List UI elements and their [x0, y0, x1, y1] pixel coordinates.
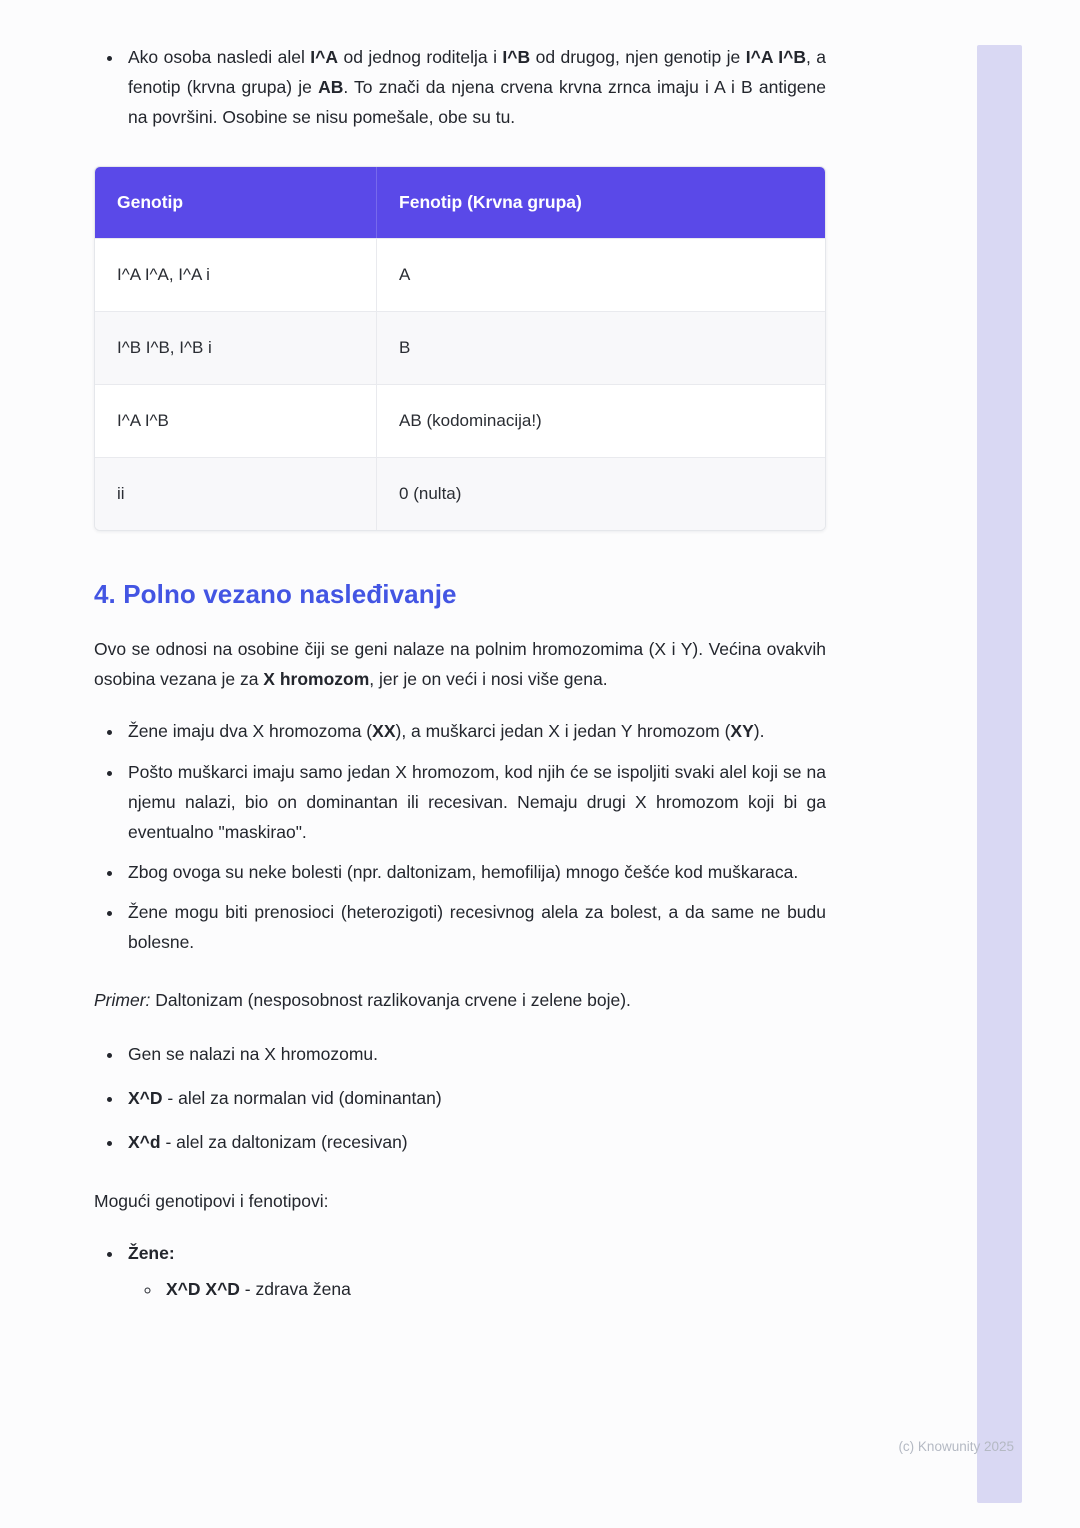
list-item-text: Pošto muškarci imaju samo jedan X hromozom, kod njih će se ispoljiti svaki alel koji se na njemu nalazi, bio on dominantan ili recesivan. Nemaju drugi X hromozom koji bi ga eventualno "maskirao". — [128, 761, 826, 842]
table-cell-fenotip: 0 (nulta) — [376, 458, 825, 530]
list-item — [124, 857, 826, 887]
list-item — [124, 1083, 826, 1113]
document-content — [94, 42, 826, 1304]
sub-list-item — [162, 1274, 826, 1304]
table-cell-fenotip: A — [376, 239, 825, 311]
sex-linked-bullet-list — [94, 716, 826, 957]
intro-bullet-list — [94, 42, 826, 132]
list-item-text: Žene mogu biti prenosioci (heterozigoti) recesivnog alela za bolest, a da same ne budu bolesne. — [128, 901, 826, 953]
list-item-text: X^D X^D - zdrava žena — [166, 1278, 351, 1299]
genotypes-intro-paragraph: Mogući genotipovi i fenotipovi: — [94, 1190, 329, 1211]
list-item — [124, 897, 826, 957]
list-item-text: X^D - alel za normalan vid (dominantan) — [128, 1088, 442, 1109]
table-cell-genotip: I^A I^B — [117, 411, 169, 431]
table-cell-fenotip: B — [376, 312, 825, 384]
section-heading: 4. Polno vezano nasleđivanje — [94, 579, 457, 610]
list-item-text: Žene imaju dva X hromozoma (XX), a muškarci jedan X i jedan Y hromozom (XY). — [128, 721, 765, 742]
table-cell-genotip: I^A I^A, I^A i — [117, 265, 210, 285]
table-row — [95, 238, 825, 311]
list-item — [124, 1238, 826, 1304]
list-item — [124, 1127, 826, 1157]
zene-sub-list — [128, 1274, 826, 1304]
watermark-credit: (c) Knowunity 2025 — [898, 1439, 1014, 1454]
list-item-text: Žene: — [128, 1242, 175, 1263]
table-row — [95, 311, 825, 384]
zene-bullet-list — [94, 1238, 826, 1304]
list-item-text: Ako osoba nasledi alel I^A od jednog roditelja i I^B od drugog, njen genotip je I^A I^B, a fenotip (krvna grupa) je AB. To znači da njena crvena krvna zrnca imaju i A i B antigene na površini. Osobine se nisu pomešale, obe su tu. — [128, 47, 827, 128]
table-header-row — [95, 167, 825, 238]
list-item-text: X^d - alel za daltonizam (recesivan) — [128, 1132, 408, 1153]
table-row — [95, 384, 825, 457]
list-item-text: Gen se nalazi na X hromozomu. — [128, 1044, 378, 1065]
table-header-genotip: Genotip — [117, 192, 184, 213]
list-item — [124, 42, 826, 132]
list-item — [124, 716, 826, 746]
table-cell-genotip: I^B I^B, I^B i — [117, 338, 212, 358]
table-cell-fenotip: AB (kodominacija!) — [376, 385, 825, 457]
daltonizam-bullet-list — [94, 1039, 826, 1157]
list-item — [124, 757, 826, 847]
primer-paragraph: Primer: Daltonizam (nesposobnost razlikovanja crvene i zelene boje). — [94, 990, 631, 1011]
page-edge-scrollbar[interactable] — [977, 45, 1022, 1503]
table-row — [95, 457, 825, 530]
section-intro-paragraph: Ovo se odnosi na osobine čiji se geni nalaze na polnim hromozomima (X i Y). Većina ovakvih osobina vezana je za X hromozom, jer je on veći i nosi više gena. — [94, 639, 826, 690]
list-item — [124, 1039, 826, 1069]
table-header-fenotip: Fenotip (Krvna grupa) — [376, 167, 825, 238]
blood-group-table — [94, 166, 826, 531]
table-cell-genotip: ii — [117, 484, 125, 504]
list-item-text: Zbog ovoga su neke bolesti (npr. daltonizam, hemofilija) mnogo češće kod muškaraca. — [128, 861, 799, 882]
